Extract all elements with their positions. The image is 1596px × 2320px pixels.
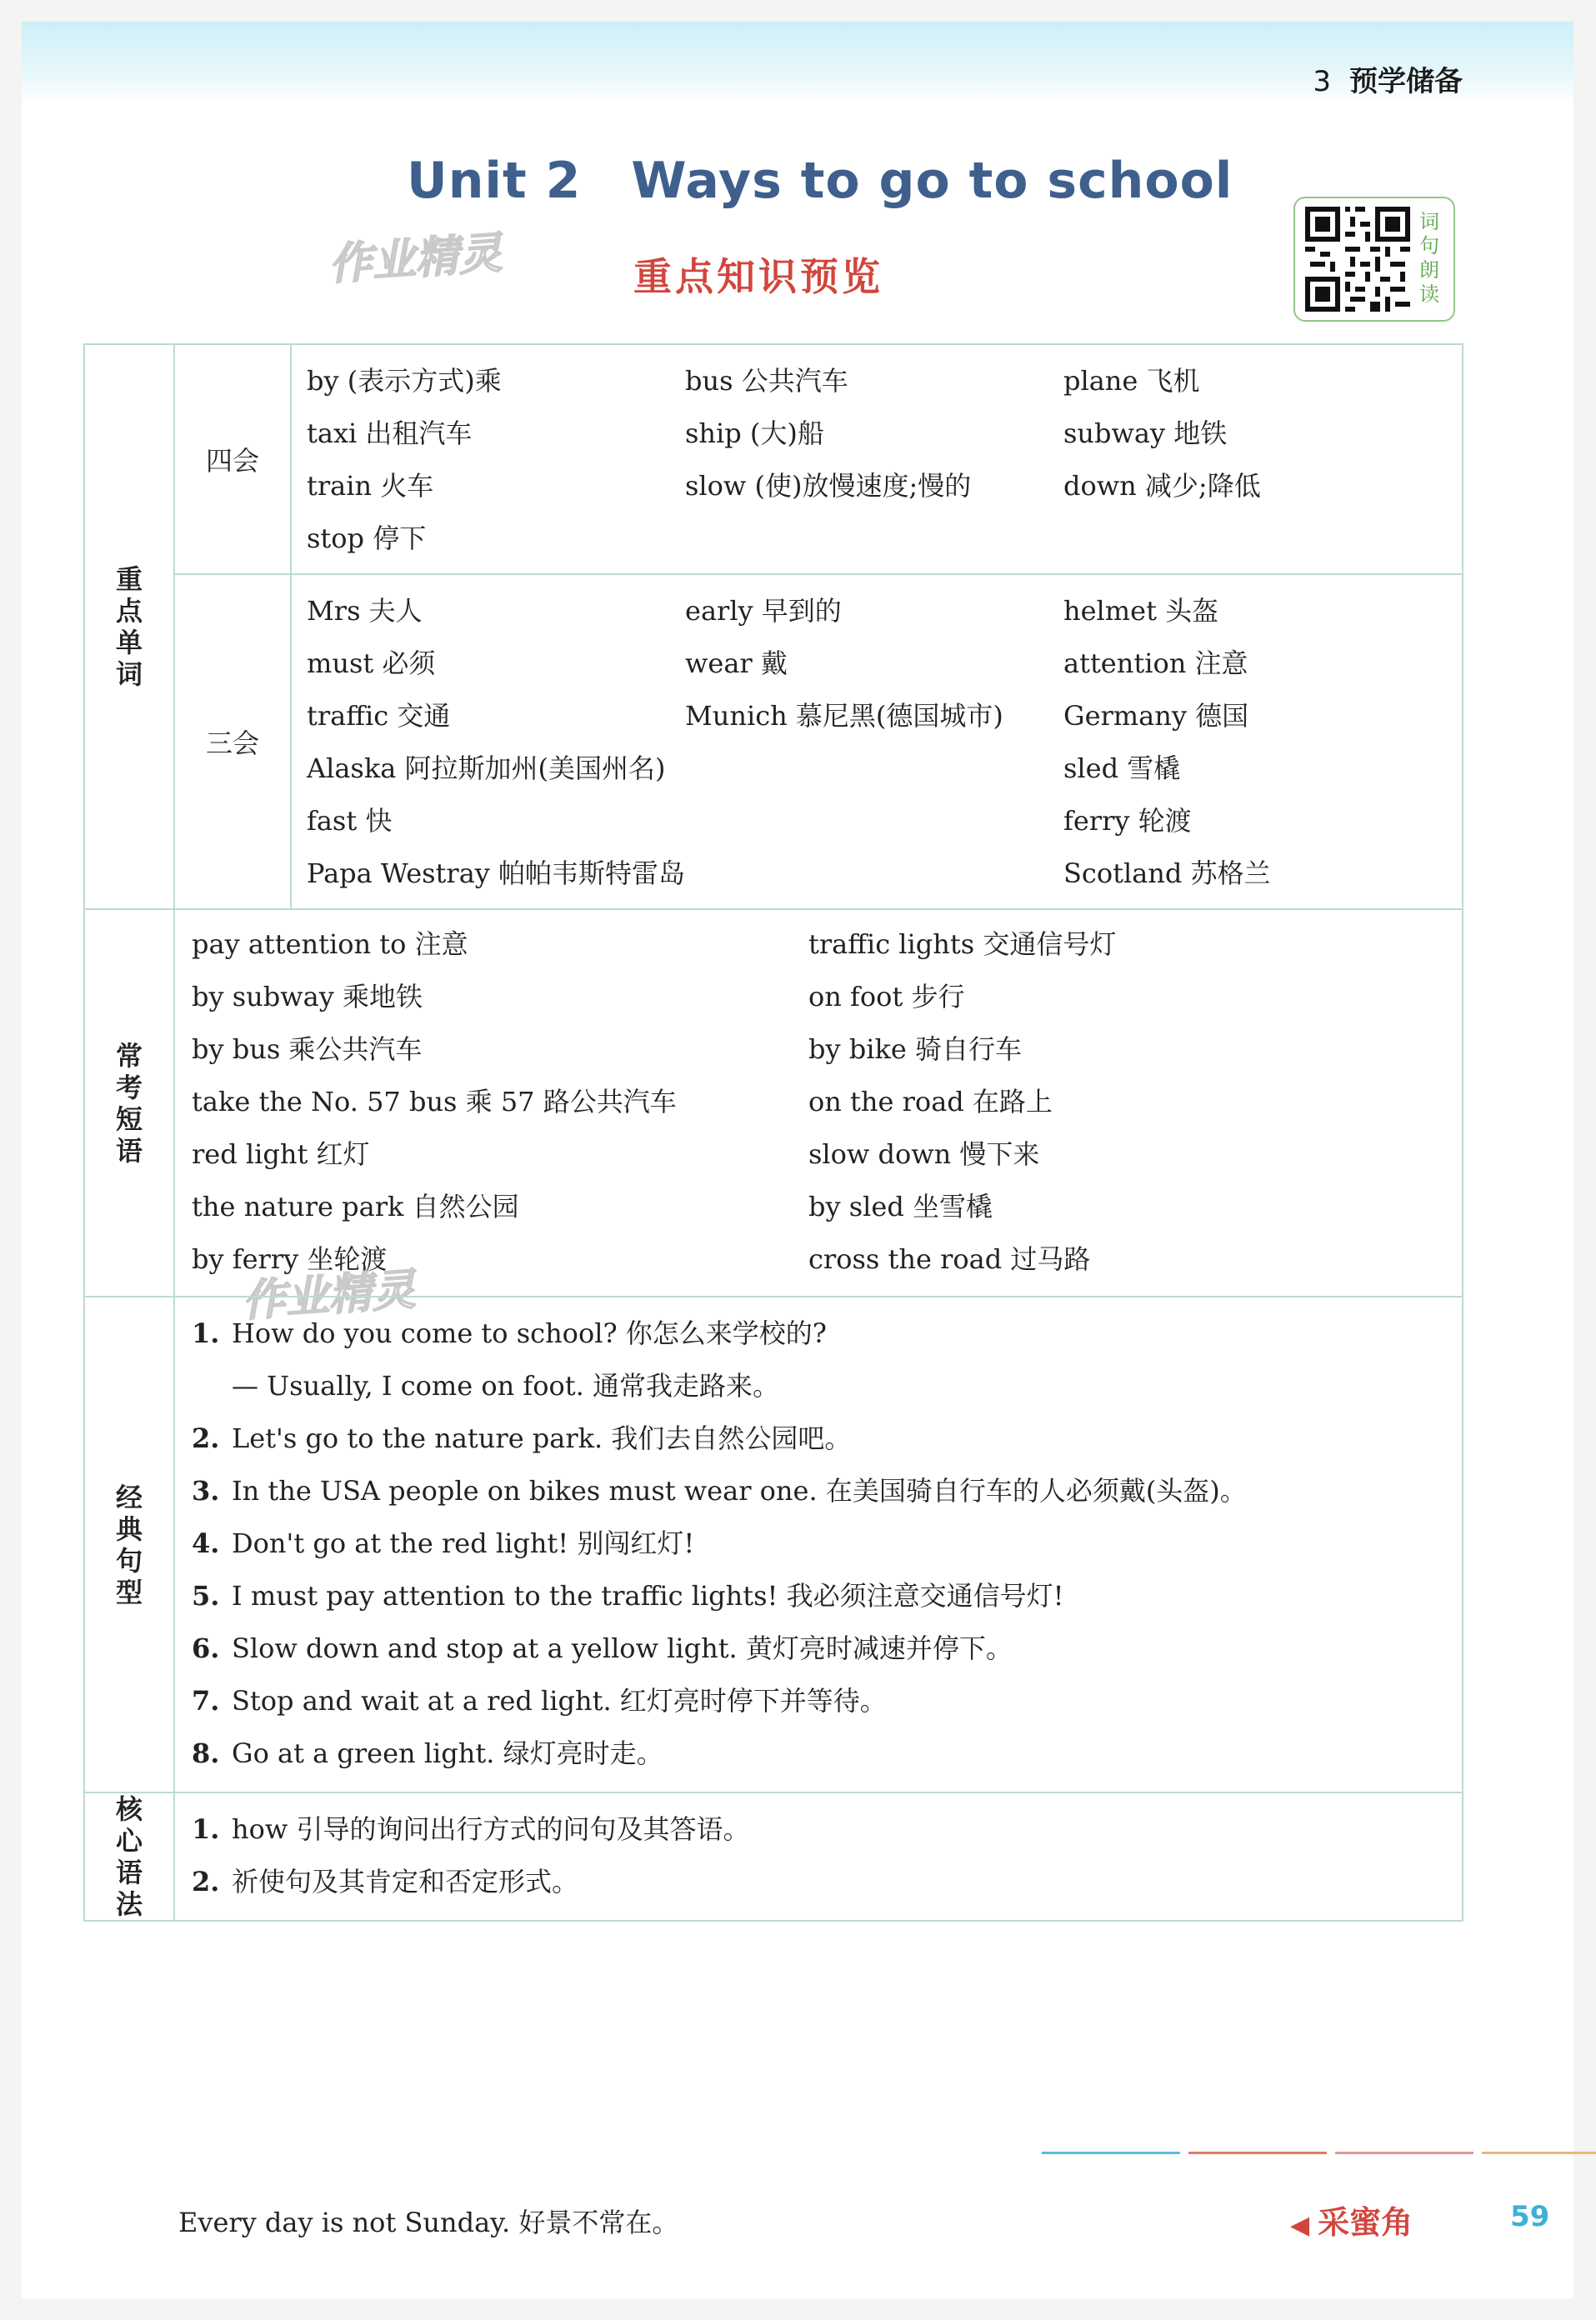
vocab-entry: fast 快	[307, 805, 393, 837]
sentence-item	[192, 1518, 1462, 1570]
item-text: 祈使句及其肯定和否定形式。	[232, 1866, 579, 1898]
footer-line-segment	[1042, 2152, 1180, 2154]
vocab-entry: bus 公共汽车	[685, 365, 848, 397]
item-text: How do you come to school? 你怎么来学校的?	[232, 1318, 827, 1349]
sentences-row	[84, 1297, 1463, 1792]
four-skill-word-list	[292, 345, 1462, 573]
brand-label	[1290, 2197, 1413, 2242]
vocab-entry	[685, 848, 1063, 900]
vocab-entry	[1063, 512, 1397, 565]
section-subtitle: 重点知识预览	[633, 254, 883, 299]
phrase-entry: by bike 骑自行车	[808, 1033, 1022, 1065]
footer-line-segment	[1335, 2152, 1473, 2154]
vocab-entry: traffic 交通	[307, 700, 451, 732]
vocab-entry: Scotland 苏格兰	[1063, 858, 1271, 889]
grammar-category	[84, 1792, 174, 1921]
phrases-row	[84, 909, 1463, 1297]
vocab-entry: early 早到的	[685, 595, 842, 627]
vocab-entry: ship (大)船	[685, 418, 824, 449]
vocab-entry: by (表示方式)乘	[307, 365, 502, 397]
sentence-item	[192, 1570, 1462, 1622]
item-number: 4.	[192, 1528, 220, 1559]
sentence-item	[192, 1675, 1462, 1728]
vocab-entry: Munich 慕尼黑(德国城市)	[685, 700, 1003, 732]
vocab-entry: helmet 头盔	[1063, 595, 1219, 627]
qr-code-panel[interactable]	[1293, 197, 1455, 322]
phrases-label: 常考短语	[115, 1039, 143, 1167]
brand-text: 采蜜角	[1318, 2204, 1413, 2241]
vocab-three-skill-row	[84, 574, 1463, 909]
vocab-entry: sled 雪橇	[1063, 752, 1181, 784]
sentences-category	[84, 1297, 174, 1792]
vocab-entry: train 火车	[307, 470, 434, 502]
unit-title	[407, 152, 1233, 210]
three-skill-label: 三会	[174, 574, 291, 909]
qr-caption: 词句朗读	[1419, 210, 1439, 306]
knowledge-table	[83, 343, 1463, 1922]
phrase-entry: slow down 慢下来	[808, 1138, 1040, 1170]
phrase-entry: pay attention to 注意	[192, 928, 468, 960]
grammar-item	[192, 1803, 1462, 1856]
item-text: — Usually, I come on foot. 通常我走路来。	[232, 1370, 779, 1402]
page-number: 59	[1510, 2200, 1550, 2233]
item-number: 6.	[192, 1632, 220, 1664]
vocab-entry: wear 戴	[685, 648, 788, 679]
vocab-entry: down 减少;降低	[1063, 470, 1261, 502]
vocab-entry: subway 地铁	[1063, 418, 1228, 449]
item-text: Go at a green light. 绿灯亮时走。	[232, 1738, 663, 1769]
vocab-entry	[685, 795, 1063, 848]
grammar-item	[192, 1856, 1462, 1908]
four-skill-label: 四会	[174, 344, 291, 574]
vocab-entry: taxi 出租汽车	[307, 418, 473, 449]
phrase-entry: by subway 乘地铁	[192, 981, 423, 1012]
item-text: Stop and wait at a red light. 红灯亮时停下并等待。	[232, 1685, 887, 1717]
item-number: 3.	[192, 1475, 220, 1507]
grammar-list	[175, 1793, 1462, 1920]
vocab-entry: Alaska 阿拉斯加州(美国州名)	[307, 752, 666, 784]
phrases-category	[84, 909, 174, 1297]
phrase-entry: by bus 乘公共汽车	[192, 1033, 423, 1065]
footer-line-segment	[1482, 2152, 1596, 2154]
item-number: 2.	[192, 1422, 220, 1454]
phrase-entry: red light 红灯	[192, 1138, 370, 1170]
grammar-row	[84, 1792, 1463, 1921]
item-text: Don't go at the red light! 别闯红灯!	[232, 1528, 695, 1559]
vocab-entry: Papa Westray 帕帕韦斯特雷岛	[307, 858, 686, 889]
item-number: 8.	[192, 1738, 220, 1769]
unit-name: Ways to go to school	[631, 152, 1233, 210]
section-number: 3	[1313, 65, 1331, 98]
three-skill-word-list	[292, 575, 1462, 908]
item-number: 2.	[192, 1866, 220, 1898]
phrase-entry: traffic lights 交通信号灯	[808, 928, 1117, 960]
vocab-entry: Mrs 夫人	[307, 595, 423, 627]
sentence-item	[192, 1465, 1462, 1518]
phrase-entry: by sled 坐雪橇	[808, 1191, 993, 1222]
sentence-list	[175, 1298, 1462, 1792]
vocab-label: 重点单词	[115, 563, 143, 690]
section-title: 预学储备	[1349, 65, 1463, 98]
item-text: In the USA people on bikes must wear one. 在美国骑自行车的人必须戴(头盔)。	[232, 1475, 1247, 1507]
item-number: 1.	[192, 1318, 220, 1349]
vocab-four-skill-row	[84, 344, 1463, 574]
item-text: how 引导的询问出行方式的问句及其答语。	[232, 1813, 750, 1845]
phrase-list	[175, 910, 1462, 1296]
vocab-entry: must 必须	[307, 648, 436, 679]
sentence-item	[192, 1308, 1462, 1360]
sentences-label: 经典句型	[115, 1481, 143, 1608]
footer-divider	[1042, 2152, 1575, 2155]
vocab-entry: slow (使)放慢速度;慢的	[685, 470, 972, 502]
vocab-entry: attention 注意	[1063, 648, 1248, 679]
item-text: Let's go to the nature park. 我们去自然公园吧。	[232, 1422, 852, 1454]
arrow-left-icon: ◀	[1290, 2211, 1310, 2240]
phrase-entry: take the No. 57 bus 乘 57 路公共汽车	[192, 1086, 677, 1118]
vocab-entry: stop 停下	[307, 522, 427, 554]
item-number: 5.	[192, 1580, 220, 1612]
watermark: 作业精灵	[327, 228, 504, 291]
section-header	[1313, 58, 1463, 99]
watermark: 作业精灵	[240, 1264, 418, 1328]
phrase-entry: on the road 在路上	[808, 1086, 1053, 1118]
phrase-entry: cross the road 过马路	[808, 1243, 1091, 1275]
sentence-item	[192, 1360, 1462, 1412]
footer-line-segment	[1188, 2152, 1327, 2154]
proverb: Every day is not Sunday. 好景不常在。	[178, 2207, 679, 2238]
qr-code-icon	[1305, 207, 1410, 312]
sentence-item	[192, 1622, 1462, 1675]
vocab-entry: Germany 德国	[1063, 700, 1249, 732]
item-number: 7.	[192, 1685, 220, 1717]
unit-number: Unit 2	[407, 152, 582, 210]
item-number: 1.	[192, 1813, 220, 1845]
phrase-entry: the nature park 自然公园	[192, 1191, 519, 1222]
item-text: Slow down and stop at a yellow light. 黄灯亮时减速并停下。	[232, 1632, 1013, 1664]
vocab-entry	[685, 512, 1063, 565]
phrase-entry: on foot 步行	[808, 981, 965, 1012]
sentence-item	[192, 1728, 1462, 1780]
grammar-label: 核心语法	[115, 1793, 143, 1920]
item-text: I must pay attention to the traffic lights! 我必须注意交通信号灯!	[232, 1580, 1064, 1612]
vocab-entry: plane 飞机	[1063, 365, 1200, 397]
phrase-entry: by ferry 坐轮渡	[192, 1243, 388, 1275]
vocab-category	[84, 344, 174, 909]
sentence-item	[192, 1412, 1462, 1465]
vocab-entry	[685, 742, 1063, 795]
vocab-entry: ferry 轮渡	[1063, 805, 1192, 837]
